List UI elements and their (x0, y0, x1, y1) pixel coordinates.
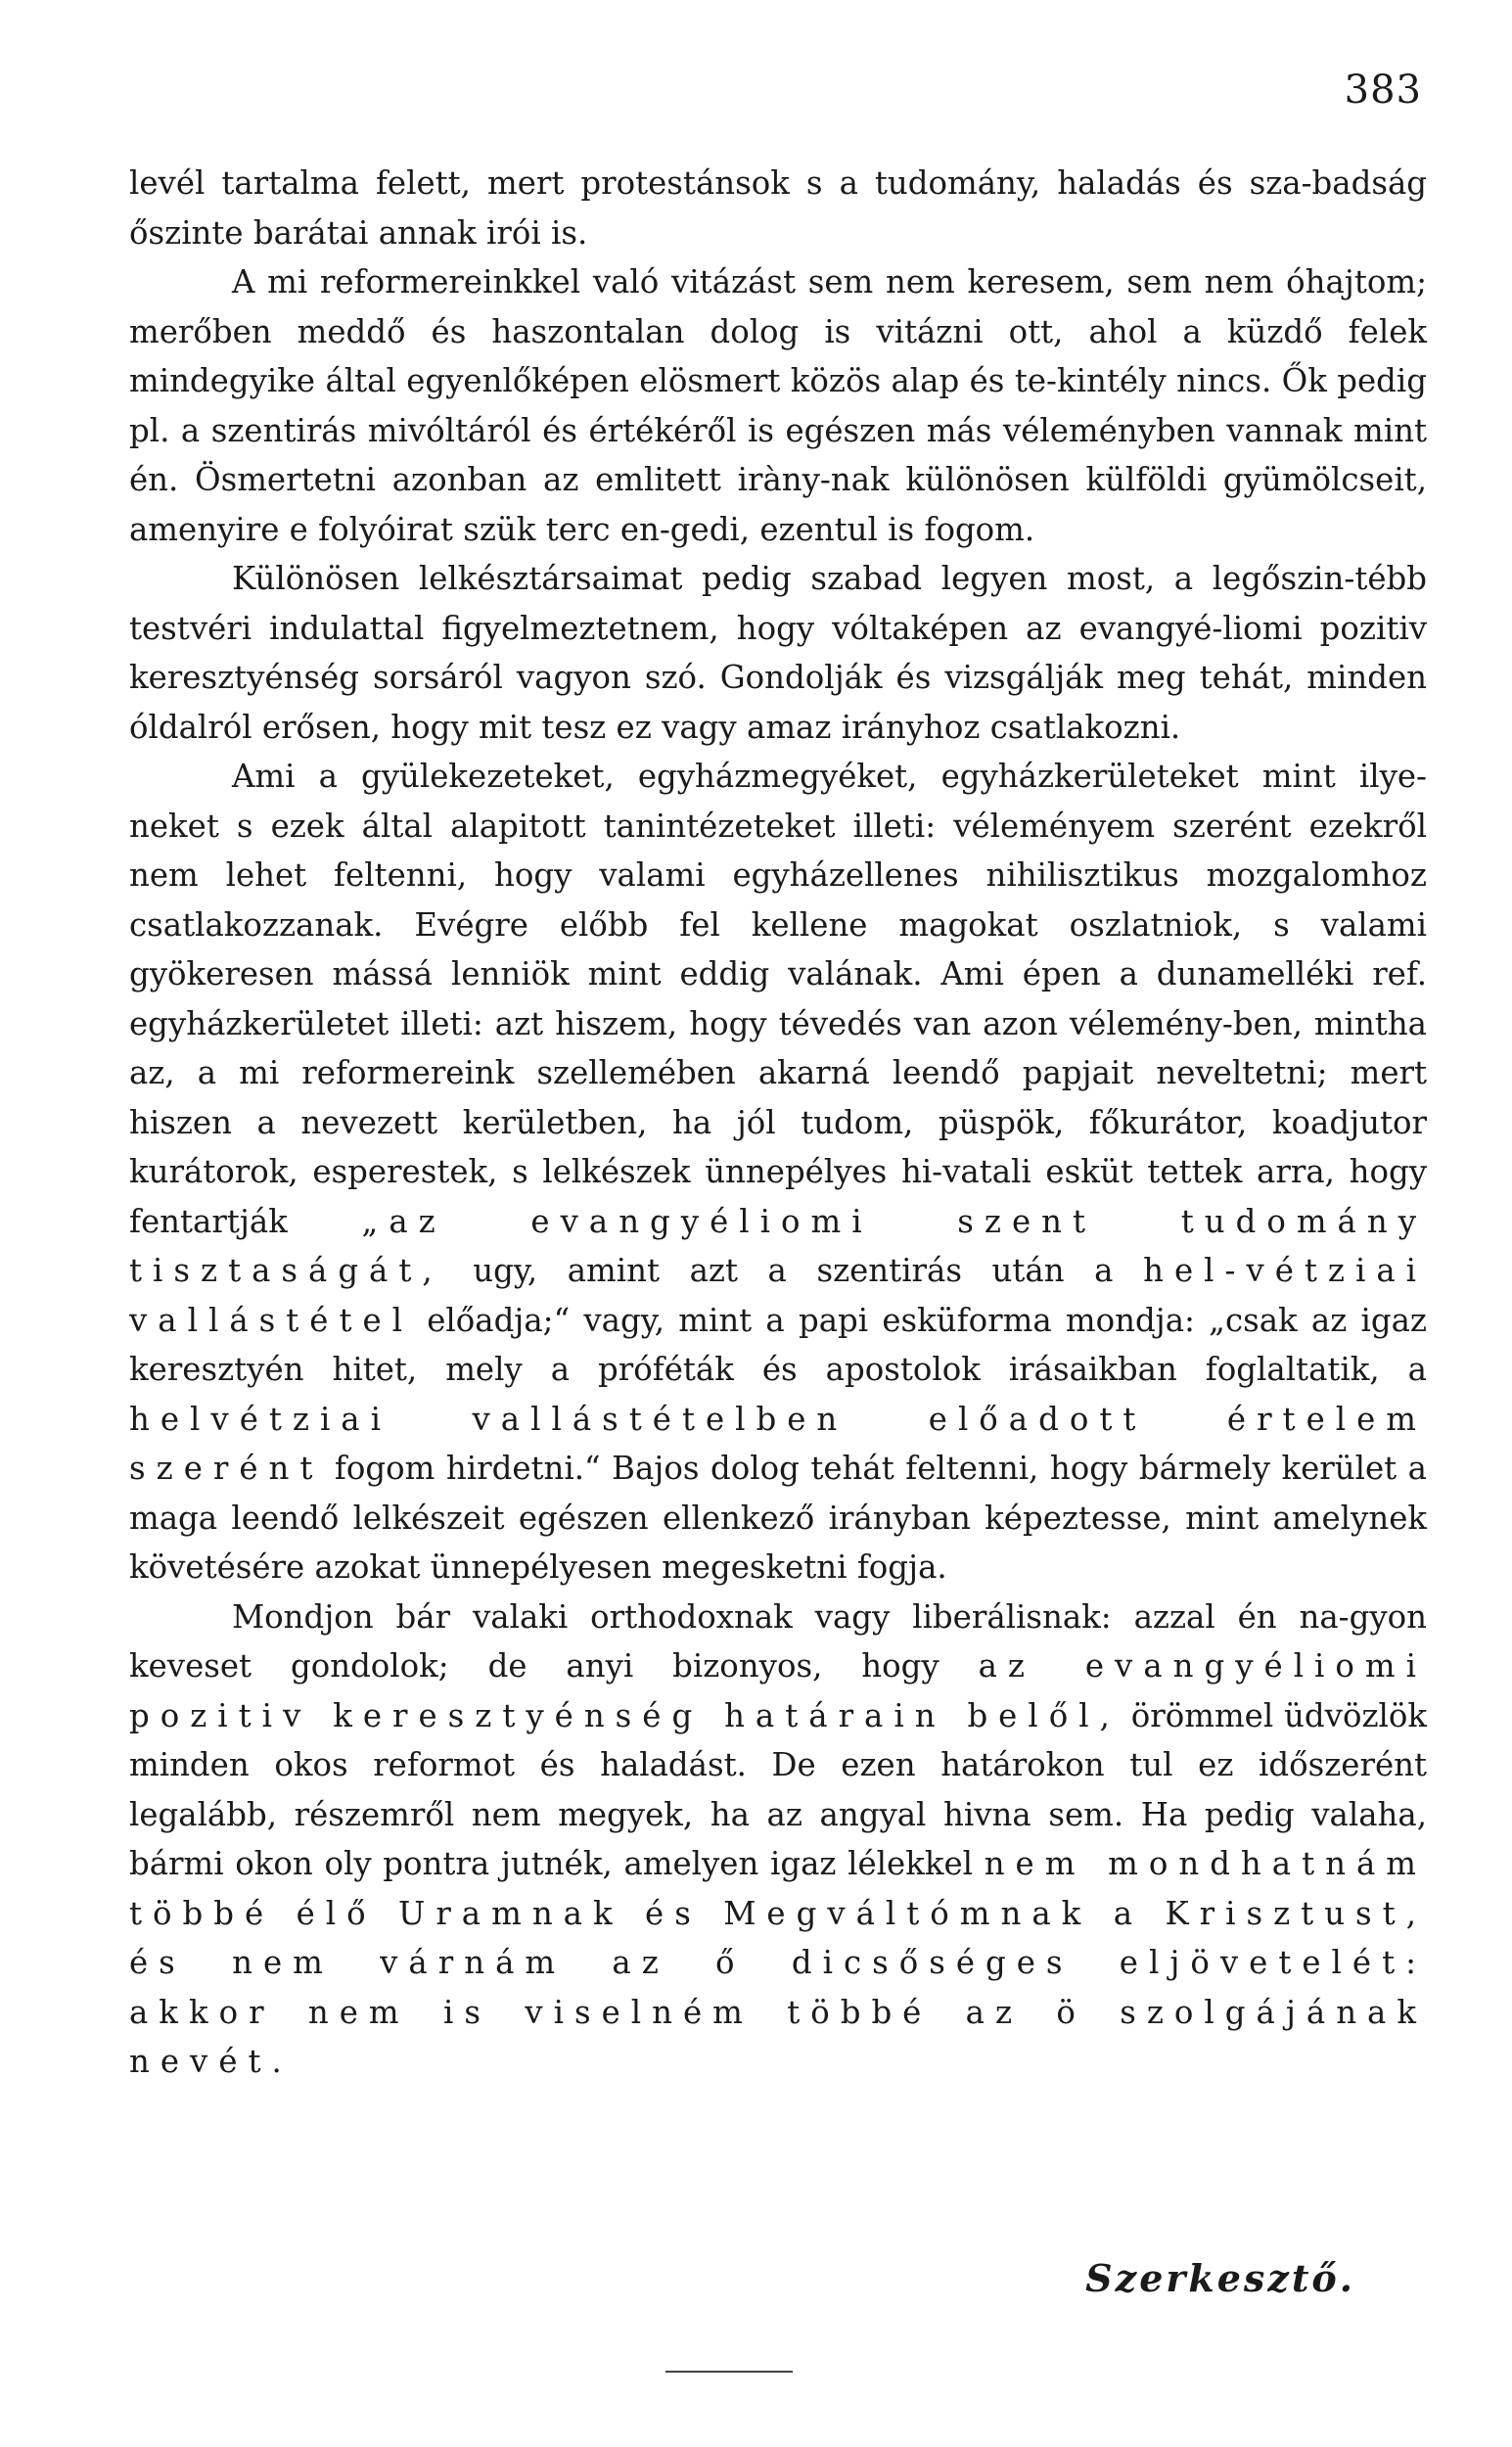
closing-rule (665, 2371, 793, 2373)
paragraph-2-text: A mi reformereinkkel való vitázást sem nem keresem, sem nem óhajtom; merőben meddő és haszontalan dolog is vitázni ott, ahol a küzdő felek mindegyike által egyenlőképen elösmert közös alap és te-kintély nincs. Ők pedig pl. a szentirás mivóltáról és értékéről is egészen más véleményben vannak mint én. Ösmertetni azonban az emlitett iràny-nak különösen külföldi gyümölcseit, amenyire e folyóirat szük terc en-gedi, ezentul is fogom. (129, 263, 1427, 548)
paragraph-4-text-b: ugy, amint azt a szentirás után a (442, 1252, 1144, 1289)
page-number: 383 (1344, 68, 1422, 113)
paragraph-4-spaced-b: hel-vétziai vallástétel (129, 1252, 1427, 1339)
paragraph-5-text-a: Mondjon bár valaki orthodoxnak vagy liberálisnak: azzal én na-gyon keveset gondolok; de anyi bizonyos, hogy (129, 1597, 1427, 1685)
paragraph-4-text-c: előadja;“ vagy, mint a papi esküforma mondja: „csak az igaz keresztyén hitet, mely a próféták és apostolok irásaikban foglaltatik, a (129, 1301, 1427, 1388)
paragraph-3-text: Különösen lelkésztársaimat pedig szabad legyen most, a legőszin-tébb testvéri indulattal figyelmeztetnem, hogy vóltaképen az evangyé-liomi pozitiv keresztyénség sorsáról vagyon szó. Gondolják és vizsgálják meg tehát, minden óldalról erősen, hogy mit tesz ez vagy amaz irányhoz csatlakozni. (129, 560, 1427, 746)
paragraph-5-text-b: örömmel üdvözlök minden okos reformot és haladást. De ezen határokon tul ez időszerént legalább, részemről nem megyek, ha az angyal hivna sem. Ha pedig valaha, bármi okon oly pontra jutnék, amelyen igaz lélekkel (129, 1696, 1427, 1882)
paragraph-3 (129, 554, 1427, 752)
paragraph-4-text-d: fogom hirdetni.“ Bajos dolog tehát feltenni, hogy bármely kerület a maga leendő lelkészeit egészen ellenkező irányban képeztesse, mint amelynek követésére azokat ünnepélyesen megesketni fogja. (129, 1450, 1427, 1586)
paragraph-4-spaced-a: „az evangyéliomi szent tudomány tisztaságát, (129, 1202, 1427, 1289)
body-text (129, 159, 1427, 2087)
paragraph-1-text: levél tartalma felett, mert protestánsok s a tudomány, haladás és sza-badság őszinte barátai annak irói is. (129, 164, 1427, 252)
paragraph-2 (129, 257, 1427, 554)
paragraph-4 (129, 752, 1427, 1593)
editor-signature: Szerkesztő. (1085, 2256, 1355, 2300)
paragraph-5 (129, 1593, 1427, 2087)
paragraph-5-spaced-a: az evangyéliomi pozitiv keresztyénség határain belől, (129, 1647, 1427, 1734)
paragraph-4-text-a: Ami a gyülekezeteket, egyházmegyéket, egyházkerületeket mint ilye-neket s ezek által alapitott tanintézeteket illeti: véleményem szerént ezekről nem lehet feltenni, hogy valami egyházellenes nihilisztikus mozgalomhoz csatlakozzanak. Evégre előbb fel kellene magokat oszlatniok, s valami gyökeresen mássá lenniök mint eddig valának. Ami épen a dunamelléki ref. egyházkerületet illeti: azt hiszem, hogy tévedés van azon vélemény-ben, mintha az, a mi reformereink szellemében akarná leendő papjait neveltetni; mert hiszen a nevezett kerületben, ha jól tudom, püspök, főkurátor, koadjutor kurátorok, esperestek, s lelkészek ünnepélyes hi-vatali esküt tettek arra, hogy fentartják (129, 758, 1427, 1240)
paragraph-1 (129, 159, 1427, 257)
paragraph-4-spaced-c: helvétziai vallástételben előadott értelem szerént (129, 1400, 1427, 1487)
paragraph-5-spaced-b: nem mondhatnám többé élő Uramnak és Megváltómnak a Krisztust, és nem várnám az ő dicsőséges eljövetelét: akkor nem is viselném többé az ö szolgájának nevét. (129, 1845, 1427, 2080)
